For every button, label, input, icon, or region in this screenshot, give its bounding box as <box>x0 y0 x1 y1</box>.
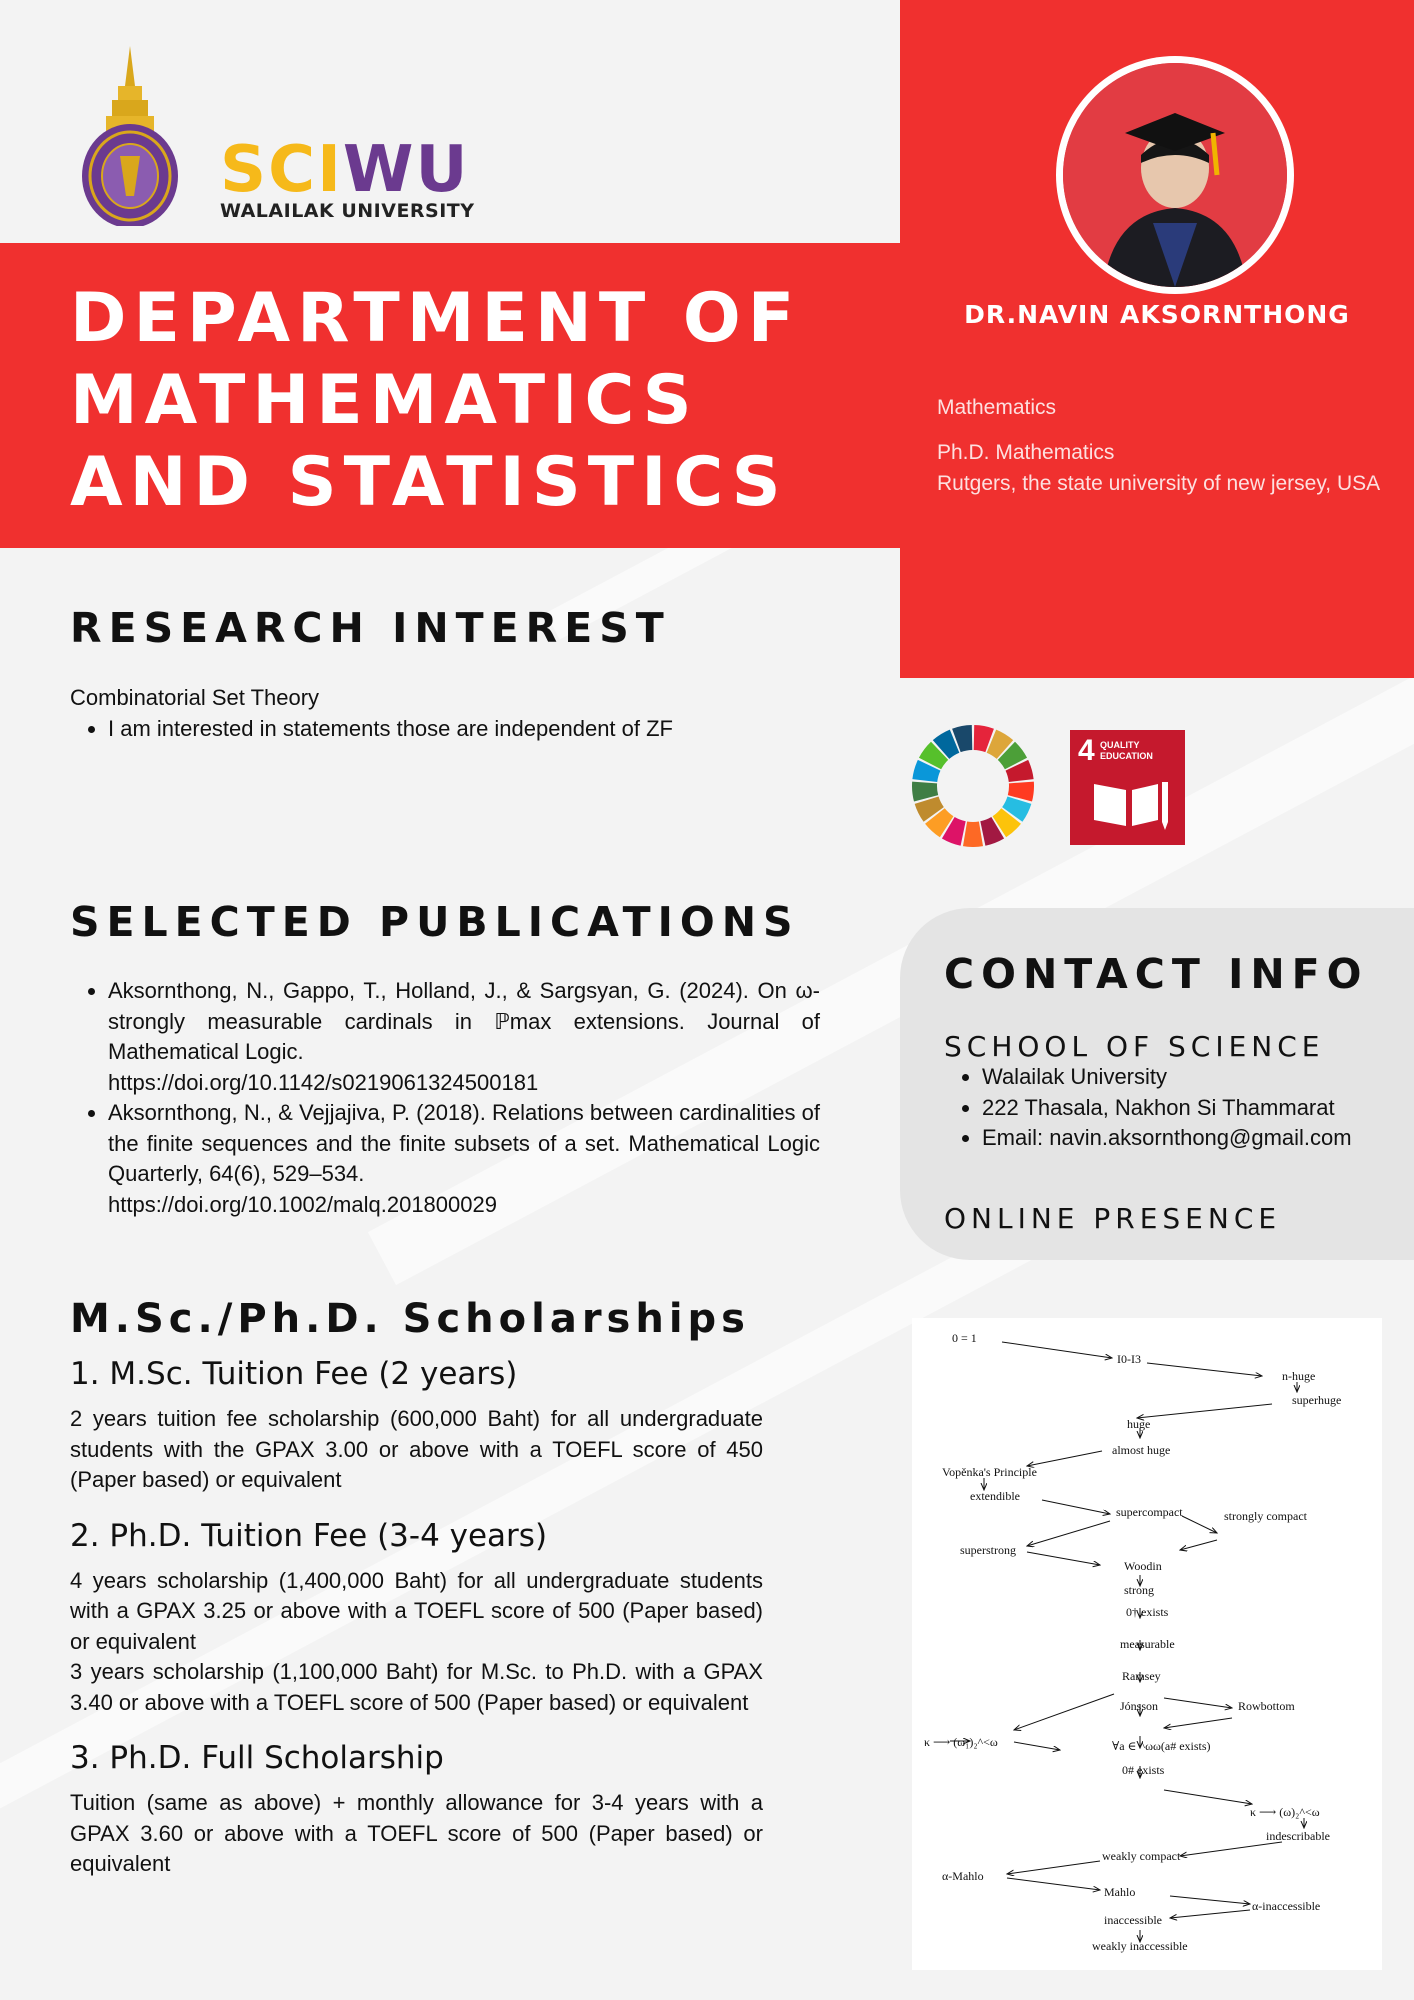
research-section <box>70 604 671 652</box>
contact-heading: CONTACT INFO <box>944 950 1369 998</box>
diagram-node: Rowbottom <box>1238 1699 1295 1713</box>
diagram-node: Ramsey <box>1122 1669 1161 1683</box>
contact-section <box>944 950 1369 998</box>
diagram-node: 0# exists <box>1122 1763 1165 1777</box>
professor-institution: Rutgers, the state university of new jersey, USA <box>937 472 1381 495</box>
sdg-number: 4 <box>1078 734 1095 767</box>
professor-field: Mathematics <box>937 396 1057 419</box>
diagram-node: weakly compact <box>1102 1849 1181 1863</box>
diagram-node: weakly inaccessible <box>1092 1939 1188 1953</box>
professor-info <box>937 392 1389 499</box>
scholarship-text: Tuition (same as above) + monthly allowance for 3-4 years with a GPAX 3.60 or above with a TOEFL score of 500 (Paper based) or equivalent <box>70 1790 763 1876</box>
diagram-node: superhuge <box>1292 1393 1342 1407</box>
diagram-node: Mahlo <box>1104 1885 1136 1899</box>
list-item: • I am interested in statements those are independent of ZF <box>108 713 770 744</box>
scholarships-heading: M.Sc./Ph.D. Scholarships <box>70 1296 750 1342</box>
diagram-node: 0 = 1 <box>952 1331 977 1345</box>
contact-body <box>944 1062 1404 1154</box>
diagram-node: κ ⟶ (ω₁)₂^<ω <box>924 1735 998 1749</box>
diagram-node: n-huge <box>1282 1369 1316 1383</box>
logo-subtitle: WALAILAK UNIVERSITY <box>220 200 475 222</box>
sdg-label: QUALITY <box>1100 740 1140 750</box>
publication-item <box>108 1098 820 1220</box>
diagram-node: almost huge <box>1112 1443 1171 1457</box>
sdg-label: EDUCATION <box>1100 751 1153 761</box>
diagram-node: supercompact <box>1116 1505 1183 1519</box>
diagram-node: strongly compact <box>1224 1509 1307 1523</box>
diagram-node: strong <box>1124 1583 1154 1597</box>
online-presence-heading: ONLINE PRESENCE <box>944 1202 1282 1235</box>
contact-item: • 222 Thasala, Nakhon Si Thammarat <box>982 1093 1404 1124</box>
diagram-node: superstrong <box>960 1543 1016 1557</box>
profile-photo <box>1063 63 1287 287</box>
scholarship-text: 2 years tuition fee scholarship (600,000 Baht) for all undergraduate students with the GPAX 3.00 or above with a TOEFL score of 450 (Paper based) or equivalent <box>70 1406 763 1492</box>
publication-citation: Aksornthong, N., & Vejjajiva, P. (2018). Relations between cardinalities of the finite sequences and the finite subsets of a set. Mathematical Logic Quarterly, 64(6), 529–534. <box>108 1100 820 1186</box>
publication-doi[interactable]: https://doi.org/10.1142/s0219061324500181 <box>108 1069 539 1095</box>
diagram-node: Woodin <box>1124 1559 1162 1573</box>
scholarship-heading: 3. Ph.D. Full Scholarship <box>70 1740 444 1776</box>
sdg-wheel-icon <box>912 725 1034 847</box>
publication-item <box>108 976 820 1098</box>
diagram-node: measurable <box>1120 1637 1175 1651</box>
publications-section <box>70 898 800 946</box>
diagram-node: 0† exists <box>1126 1605 1169 1619</box>
logo-word: SCIWU <box>220 133 470 207</box>
sdg-quality-education-icon <box>1070 730 1185 845</box>
diagram-node: I0-I3 <box>1117 1352 1141 1366</box>
contact-item: • Walailak University <box>982 1062 1404 1093</box>
research-body <box>70 682 770 744</box>
diagram-node: inaccessible <box>1104 1913 1162 1927</box>
diagram-node: Vopěnka's Principle <box>942 1465 1037 1479</box>
scholarship-text: 3 years scholarship (1,100,000 Baht) for M.Sc. to Ph.D. with a GPAX 3.40 or above with a TOEFL score of 500 (Paper based) or equivalent <box>70 1659 763 1715</box>
title-line: DEPARTMENT OF <box>70 279 802 358</box>
diagram-node: κ ⟶ (ω)₂^<ω <box>1250 1805 1320 1819</box>
scholarships-body <box>70 1356 763 1880</box>
professor-degree: Ph.D. Mathematics <box>937 441 1115 464</box>
professor-name: DR.NAVIN AKSORNTHONG <box>964 300 1350 329</box>
research-topic: Combinatorial Set Theory <box>70 685 320 710</box>
department-title <box>70 278 900 524</box>
scholarship-text: 4 years scholarship (1,400,000 Baht) for all undergraduate students with a GPAX 3.25 or above with a TOEFL score of 500 (Paper based) or equivalent <box>70 1567 763 1654</box>
research-heading: RESEARCH INTEREST <box>70 604 671 652</box>
title-line: AND STATISTICS <box>70 443 788 522</box>
scholarship-heading: 1. M.Sc. Tuition Fee (2 years) <box>70 1356 518 1392</box>
diagram-node: extendible <box>970 1489 1020 1503</box>
diagram-node: α-Mahlo <box>942 1869 984 1883</box>
publications-heading: SELECTED PUBLICATIONS <box>70 898 800 946</box>
publication-doi[interactable]: https://doi.org/10.1002/malq.201800029 <box>108 1191 497 1217</box>
title-line: MATHEMATICS <box>70 361 699 440</box>
contact-email[interactable]: • Email: navin.aksornthong@gmail.com <box>982 1123 1404 1154</box>
scholarship-heading: 2. Ph.D. Tuition Fee (3-4 years) <box>70 1517 548 1554</box>
university-seal-icon <box>78 46 188 226</box>
sciwu-logo <box>220 133 475 222</box>
school-heading: SCHOOL OF SCIENCE <box>944 1030 1325 1063</box>
publications-body <box>70 976 820 1220</box>
diagram-node: α-inaccessible <box>1252 1899 1321 1913</box>
diagram-node: ∀a ∈ ^ωω(a# exists) <box>1112 1739 1211 1753</box>
diagram-node: indescribable <box>1266 1829 1330 1843</box>
diagram-node: huge <box>1127 1417 1151 1431</box>
large-cardinal-diagram <box>912 1318 1382 1970</box>
publication-citation: Aksornthong, N., Gappo, T., Holland, J., & Sargsyan, G. (2024). On ω-strongly measurable cardinals in ℙmax extensions. Journal of Mathematical Logic. <box>108 978 820 1064</box>
diagram-node: Jónsson <box>1120 1699 1159 1713</box>
